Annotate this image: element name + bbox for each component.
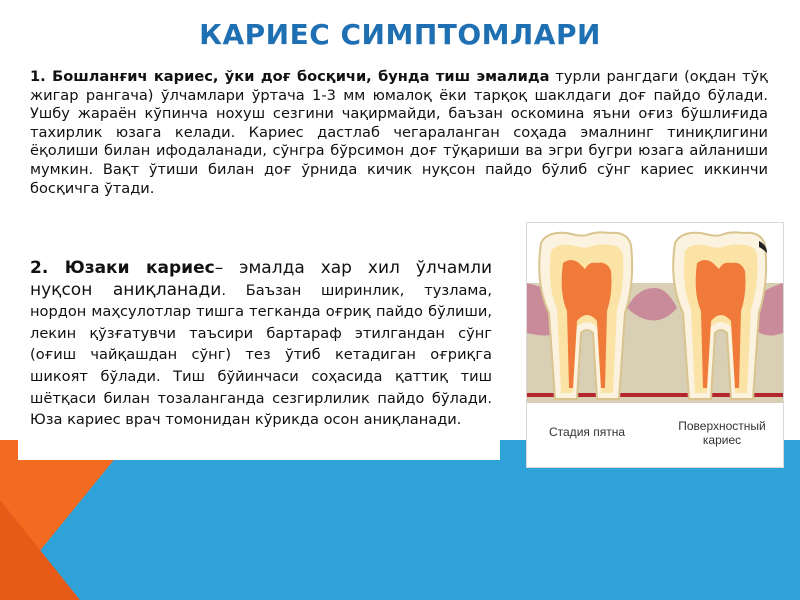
paragraph-superficial-caries-heading: 2. Юзаки кариес <box>30 258 215 278</box>
caption-spot-stage: Стадия пятна <box>548 425 626 439</box>
paragraph-superficial-caries <box>30 258 492 431</box>
page-title: КАРИЕС СИМПТОМЛАРИ <box>199 18 601 51</box>
caption-superficial-line1: Поверхностный <box>678 419 766 433</box>
caption-superficial-caries <box>667 419 777 447</box>
paragraph-initial-caries-heading: 1. Бошланғич кариес, ўки доғ босқичи, бунда тиш эмалида <box>30 68 550 85</box>
paragraph-superficial-caries-lead: – эмалда хар хил ўлчамли нуқсон аниқланади <box>30 258 492 300</box>
tooth-illustration <box>526 222 784 468</box>
paragraph-initial-caries-text: турли рангдаги (оқдан тўқ жигар рангача) ўлчамлари ўртача 1-3 мм юмалоқ ёки тарқоқ шаклдаги доғ пайдо бўлади. Ушбу жараён кўпинча нохуш сезгини чақирмайди, баъзан оскомина яъни оғиз бўшлиғида тахирлик юзага келади. Кариес дастлаб чегараланган соҳада эмалнинг тиниқлигини ёқолиши билан ифодаланади, сўнгра бўрсимон доғ тўқариши ва эгри бугри юзага айланиши мумкин. Вақт ўтиши билан доғ ўрнида кичик нуқсон пайдо бўлиб сўнг кариес иккинчи босқичга ўтади. <box>30 68 768 197</box>
background-orange-shape-lower <box>0 500 80 600</box>
caption-superficial-line2: кариес <box>702 433 742 447</box>
paragraph-initial-caries <box>30 68 768 198</box>
paragraph-superficial-caries-text: . Баъзан ширинлик, тузлама, нордон маҳсулотлар тишга тегканда оғриқ пайдо бўлиши, лекин қўзғатувчи таъсири бартараф этилгандан сўнг (оғиш чайқашдан сўнг) тез ўтиб кетадиган оғриқга шикоят бўлади. Тиш бўйинчаси соҳасида қаттиқ тиш шётқаси билан тозаланганда сезгирлилик пайдо бўлади. Юза кариес врач томонидан кўрикда осон аниқланади. <box>30 281 492 429</box>
